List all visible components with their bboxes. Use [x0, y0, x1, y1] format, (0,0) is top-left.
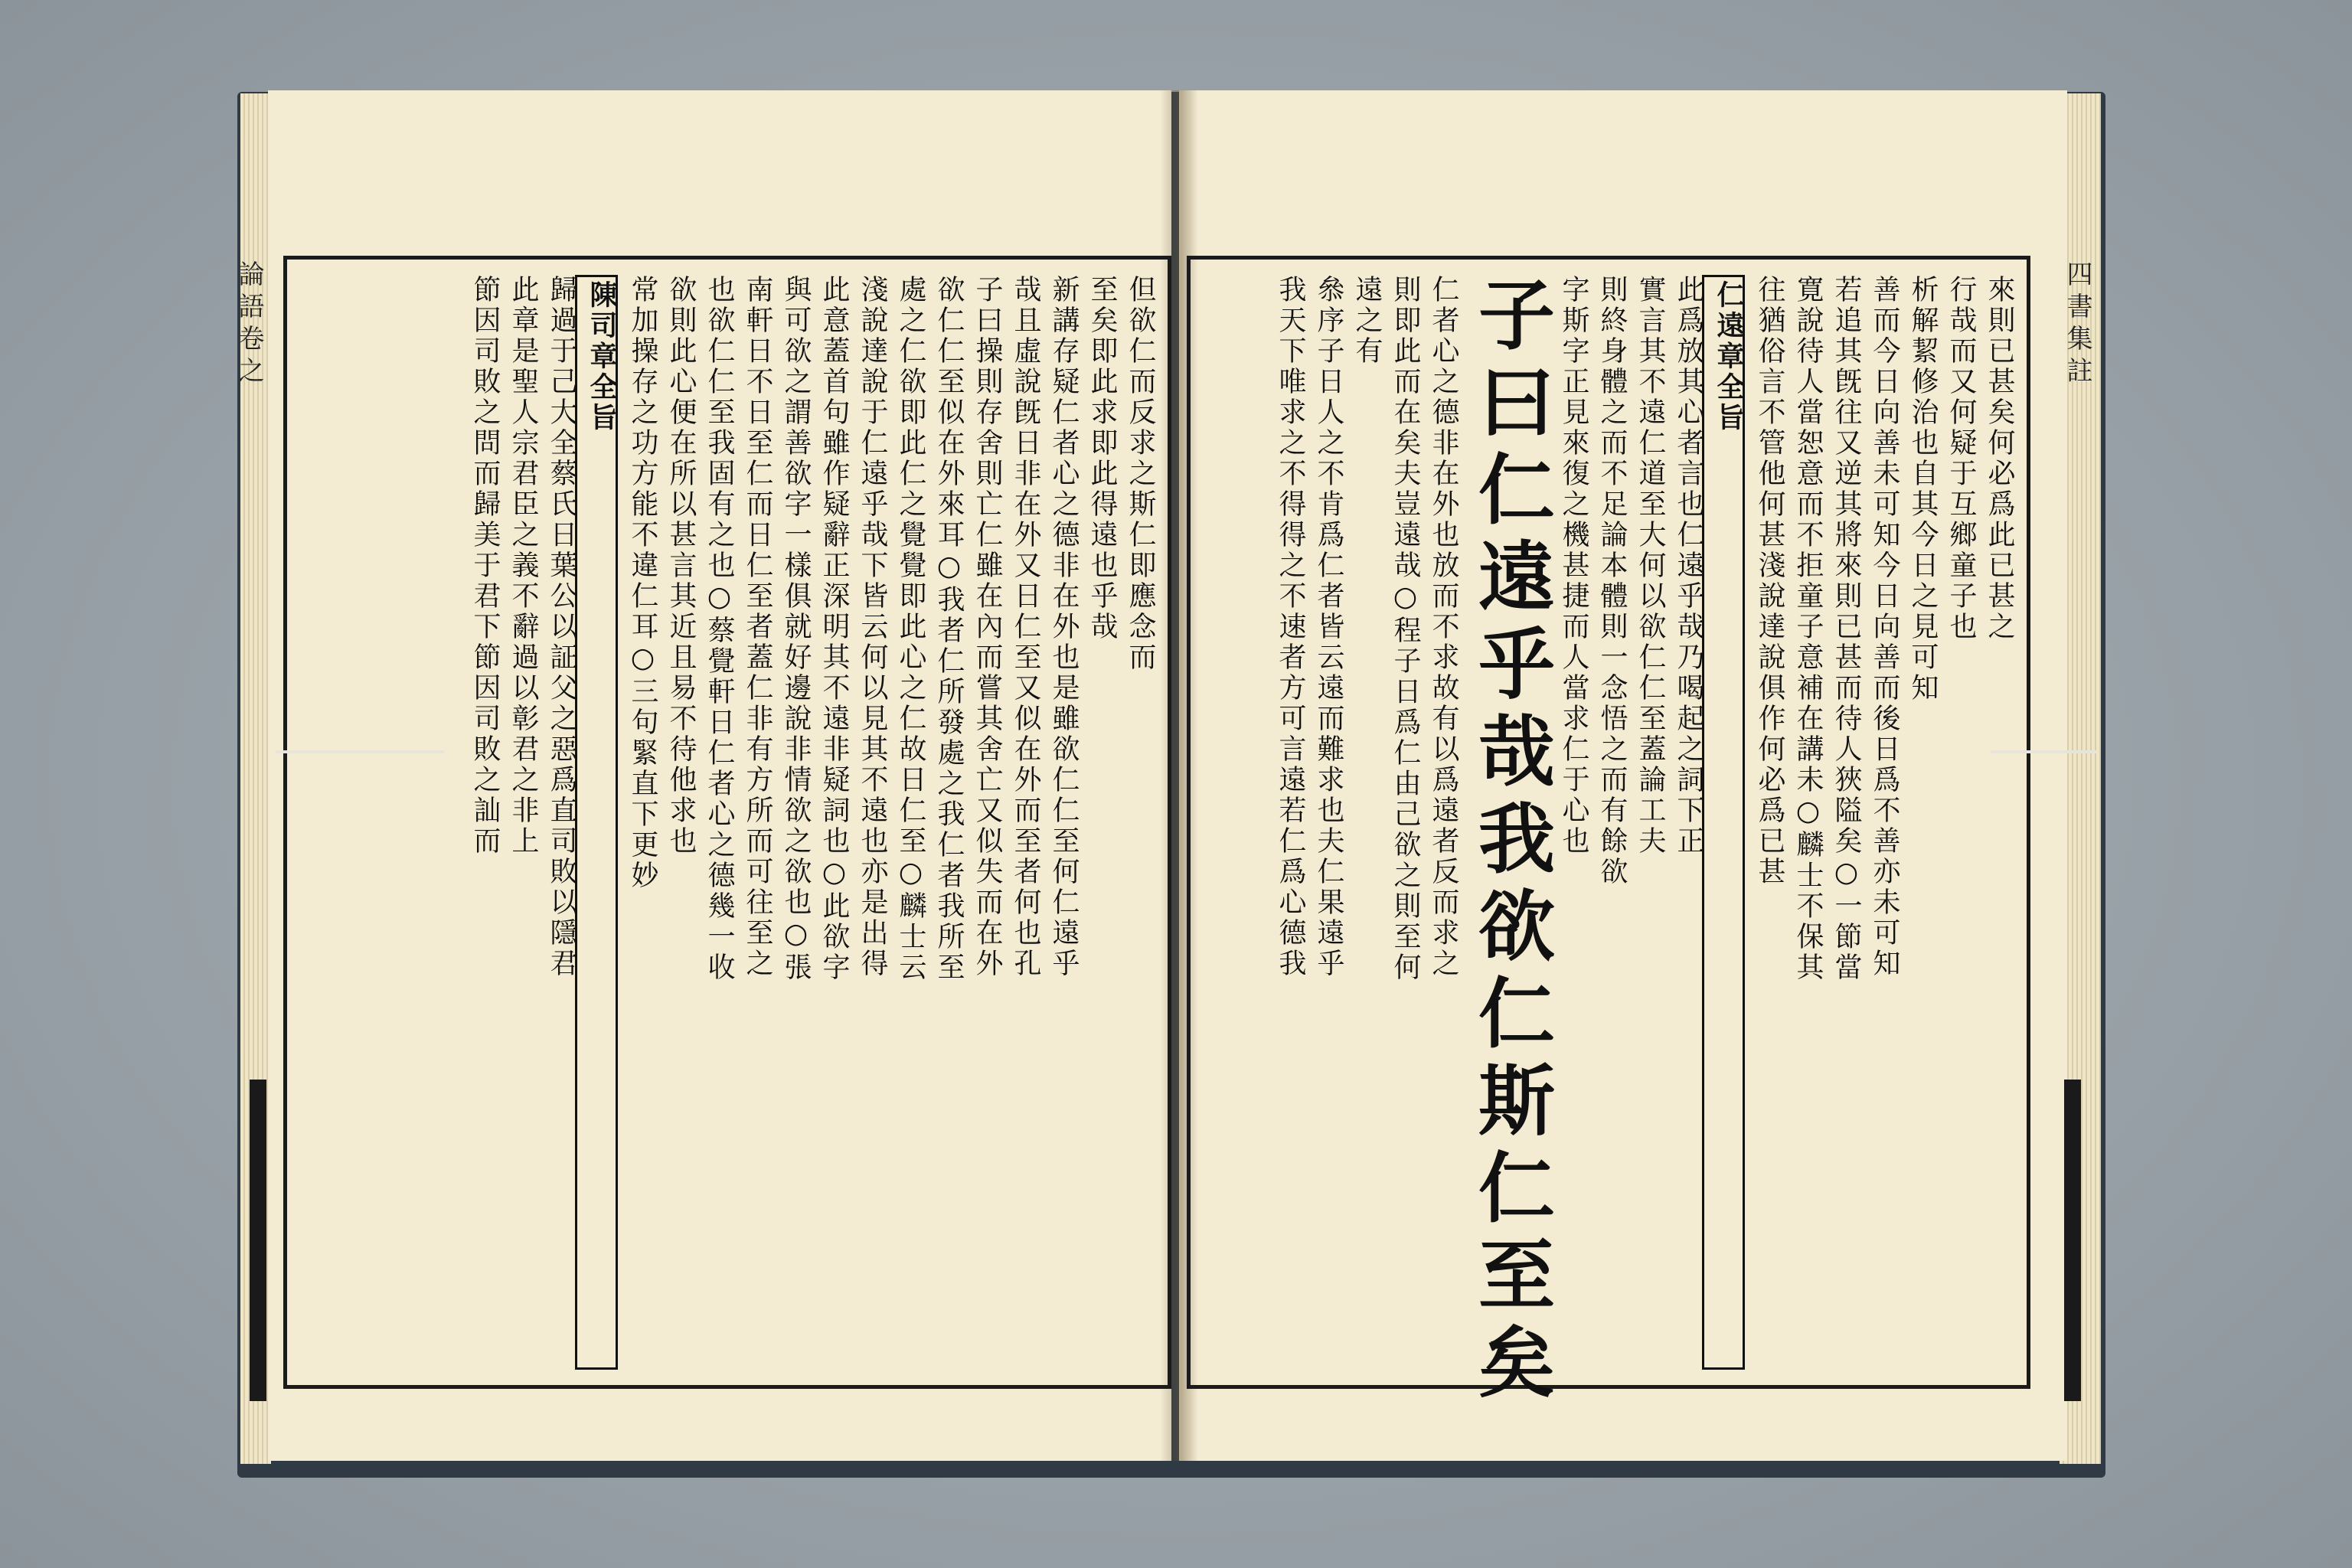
left-column-16: 歸過于己大全蔡氏日葉公以証父之惡爲直司敗以隱君 [546, 275, 577, 979]
right-column-5: 若追其旣往又逆其將來則已甚而待人狹隘矣○一節當 [1831, 275, 1862, 983]
left-column-5: 子曰操則存舍則亡仁雖在內而嘗其舍亡又似失而在外 [972, 275, 1003, 979]
right-column-10: 實言其不遠仁道至大何以欲仁仁至蓋論工夫 [1635, 275, 1666, 857]
right-column-17: 我天下唯求之不得得之不速者方可言遠若仁爲心德我 [1275, 275, 1306, 979]
left-column-12: 也欲仁仁至我固有之也○蔡覺軒日仁者心之德幾一收 [704, 275, 735, 983]
left-margin-ink-block [250, 1080, 266, 1401]
left-column-17: 此章是聖人宗君臣之義不辭過以彰君之非上 [508, 275, 539, 857]
right-column-2: 行哉而又何疑于互鄉童子也 [1945, 275, 1977, 642]
left-column-1: 但欲仁而反求之斯仁即應念而 [1125, 275, 1156, 673]
left-column-14: 常加操存之功方能不違仁耳○三句緊直下更妙 [627, 275, 658, 891]
left-column-13: 欲則此心便在所以甚言其近且易不待他求也 [665, 275, 697, 857]
right-column-12: 字斯字正見來復之機甚捷而人當求仁于心也 [1558, 275, 1589, 857]
right-column-14: 則即此而在矣夫豈遠哉○程子日爲仁由己欲之則至何 [1390, 275, 1421, 983]
right-margin-label: 四書集註 [2062, 260, 2092, 389]
right-page-columns [1204, 275, 2015, 1410]
right-column-9: 此爲放其心者言也仁遠乎哉乃喝起之詞下正 [1673, 275, 1704, 857]
left-column-2: 至矣即此求即此得遠也乎哉 [1086, 275, 1118, 642]
main-text-large: 子曰仁遠乎哉我欲仁斯仁至矣 [1465, 275, 1556, 1410]
left-column-6: 欲仁仁至似在外來耳○我者仁所發處之我仁者我所至 [933, 275, 965, 983]
left-column-9: 此意蓋首句雖作疑辭正深明其不遠非疑詞也○此欲字 [818, 275, 850, 983]
left-column-3: 新講存疑仁者心之德非在外也是雖欲仁仁至何仁遠乎 [1048, 275, 1080, 979]
right-column-1: 來則已甚矣何必爲此已甚之 [1984, 275, 2015, 642]
left-column-11: 南軒日不日至仁而日仁至者蓋仁非有方所而可往至之 [742, 275, 773, 979]
right-column-3: 析解絜修治也自其今日之見可知 [1907, 275, 1939, 704]
binding-thread-left [276, 750, 444, 753]
left-column-10: 與可欲之謂善欲字一樣俱就好邊說非情欲之欲也○張 [780, 275, 812, 983]
left-column-4: 哉且虛說旣日非在外又日仁至又似在外而至者何也孔 [1010, 275, 1041, 979]
left-margin-label: 論語卷之 [234, 260, 264, 389]
left-column-8: 淺說達說于仁遠乎哉下皆云何以見其不遠也亦是出得 [857, 275, 888, 979]
left-section-heading: 陳司章全旨 [575, 275, 618, 1370]
right-column-16: 叅序子日人之不肯爲仁者皆云遠而難求也夫仁果遠乎 [1313, 275, 1344, 979]
right-column-4: 善而今日向善未可知今日向善而後日爲不善亦未可知 [1869, 275, 1900, 979]
left-page-columns [301, 275, 1154, 1370]
right-column-15: 遠之有 [1351, 275, 1383, 367]
right-column-7: 往猶俗言不管他何甚淺說達說俱作何必爲已甚 [1754, 275, 1785, 887]
right-margin-ink-block [2064, 1080, 2081, 1401]
left-column-7: 處之仁欲即此仁之覺覺即此心之仁故日仁至○麟士云 [895, 275, 926, 983]
left-page-text-frame [283, 256, 1171, 1389]
right-column-6: 寛說待人當恕意而不拒童子意補在講未○麟士不保其 [1792, 275, 1824, 983]
left-column-18: 節因司敗之問而歸美于君下節因司敗之訕而 [469, 275, 501, 857]
right-page-text-frame [1187, 256, 2030, 1410]
open-book [230, 84, 2105, 1478]
right-column-13: 仁者心之德非在外也放而不求故有以爲遠者反而求之 [1428, 275, 1459, 979]
right-column-11: 則終身體之而不足論本體則一念悟之而有餘欲 [1596, 275, 1628, 887]
right-section-heading: 仁遠章全旨 [1702, 275, 1745, 1370]
binding-thread-right [1991, 750, 2098, 753]
